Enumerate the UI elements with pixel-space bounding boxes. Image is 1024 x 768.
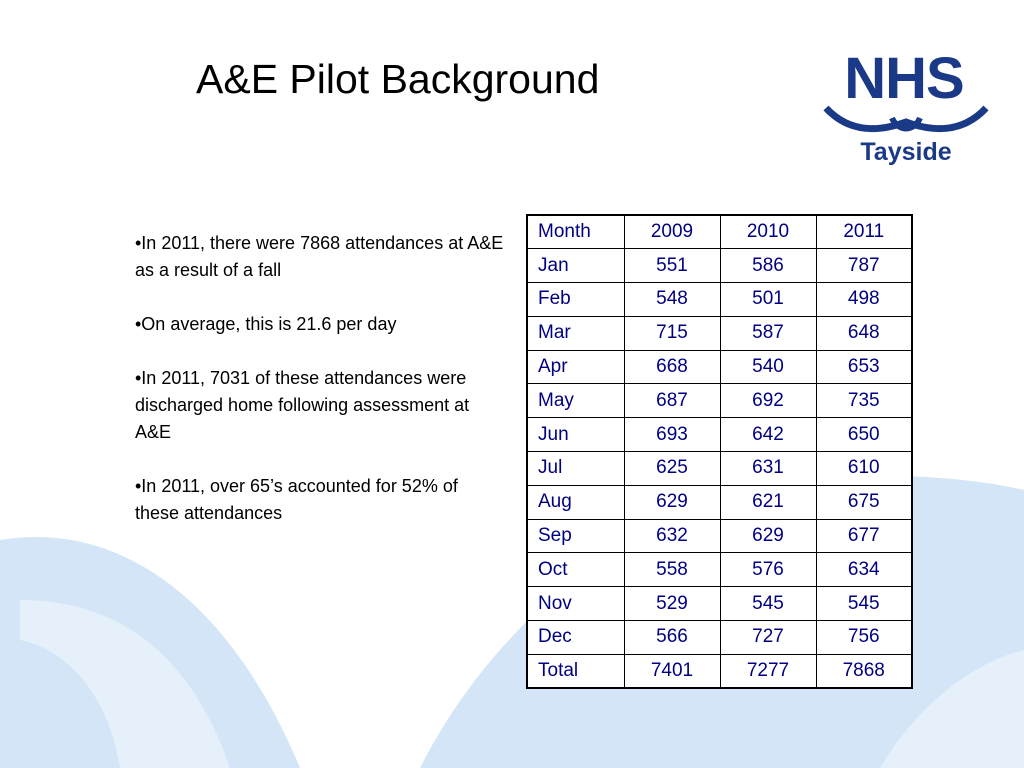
- table-row: [527, 621, 912, 655]
- table-cell: 7401: [624, 654, 720, 688]
- table-cell: 675: [816, 485, 912, 519]
- table-cell: 650: [816, 418, 912, 452]
- table-header-row: [527, 215, 912, 249]
- table-cell: 653: [816, 350, 912, 384]
- table-cell: Total: [527, 654, 624, 688]
- table-row: [527, 418, 912, 452]
- table-cell: 668: [624, 350, 720, 384]
- table-cell: 540: [720, 350, 816, 384]
- table-cell: 7868: [816, 654, 912, 688]
- table-row: [527, 384, 912, 418]
- table-row: [527, 452, 912, 486]
- table-row: [527, 553, 912, 587]
- table-cell: 631: [720, 452, 816, 486]
- bullet-item: •On average, this is 21.6 per day: [135, 314, 397, 334]
- nhs-tayside-logo: [822, 46, 990, 172]
- table-cell: 787: [816, 249, 912, 283]
- table-cell: Apr: [527, 350, 624, 384]
- table-cell: 693: [624, 418, 720, 452]
- table-cell: 566: [624, 621, 720, 655]
- table-cell: 621: [720, 485, 816, 519]
- table-cell: 587: [720, 316, 816, 350]
- table-cell: 634: [816, 553, 912, 587]
- table-row: [527, 654, 912, 688]
- table-cell: Jun: [527, 418, 624, 452]
- bullet-item: •In 2011, there were 7868 attendances at A&E as a result of a fall: [135, 233, 504, 280]
- table-header-cell: Month: [527, 215, 624, 249]
- logo-tayside-text: Tayside: [860, 138, 952, 166]
- table-cell: 642: [720, 418, 816, 452]
- table-cell: 576: [720, 553, 816, 587]
- logo-wave-icon: [822, 102, 990, 138]
- bullet-item: •In 2011, 7031 of these attendances were discharged home following assessment at A&E: [135, 368, 470, 442]
- table-cell: 629: [720, 519, 816, 553]
- table-cell: 498: [816, 283, 912, 317]
- attendance-table: [526, 214, 913, 689]
- table-cell: Jan: [527, 249, 624, 283]
- table-cell: 727: [720, 621, 816, 655]
- table-cell: 692: [720, 384, 816, 418]
- table-cell: Mar: [527, 316, 624, 350]
- table-row: [527, 283, 912, 317]
- bullet-list: [135, 230, 505, 554]
- table-cell: 629: [624, 485, 720, 519]
- table-row: [527, 485, 912, 519]
- table-cell: 7277: [720, 654, 816, 688]
- logo-nhs-text: NHS: [844, 46, 964, 111]
- table-row: [527, 587, 912, 621]
- table-cell: Feb: [527, 283, 624, 317]
- table-cell: 625: [624, 452, 720, 486]
- table-cell: Nov: [527, 587, 624, 621]
- table-cell: 735: [816, 384, 912, 418]
- table-cell: 648: [816, 316, 912, 350]
- table-cell: Sep: [527, 519, 624, 553]
- table-cell: 610: [816, 452, 912, 486]
- table-header-cell: 2009: [624, 215, 720, 249]
- table-row: [527, 519, 912, 553]
- table-cell: 545: [816, 587, 912, 621]
- table-row: [527, 249, 912, 283]
- table-cell: 548: [624, 283, 720, 317]
- table-cell: Oct: [527, 553, 624, 587]
- table-cell: 551: [624, 249, 720, 283]
- table-cell: 586: [720, 249, 816, 283]
- table-cell: May: [527, 384, 624, 418]
- table-cell: 529: [624, 587, 720, 621]
- table-cell: Aug: [527, 485, 624, 519]
- table-cell: 715: [624, 316, 720, 350]
- table-cell: 501: [720, 283, 816, 317]
- bullet-item: •In 2011, over 65’s accounted for 52% of these attendances: [135, 476, 458, 523]
- table-cell: 558: [624, 553, 720, 587]
- table-cell: 687: [624, 384, 720, 418]
- table-cell: Jul: [527, 452, 624, 486]
- table-row: [527, 350, 912, 384]
- table-row: [527, 316, 912, 350]
- table-cell: 545: [720, 587, 816, 621]
- table-header-cell: 2010: [720, 215, 816, 249]
- table-cell: 677: [816, 519, 912, 553]
- table-cell: 756: [816, 621, 912, 655]
- slide-title: A&E Pilot Background: [196, 56, 600, 102]
- table-cell: Dec: [527, 621, 624, 655]
- table-header-cell: 2011: [816, 215, 912, 249]
- table-cell: 632: [624, 519, 720, 553]
